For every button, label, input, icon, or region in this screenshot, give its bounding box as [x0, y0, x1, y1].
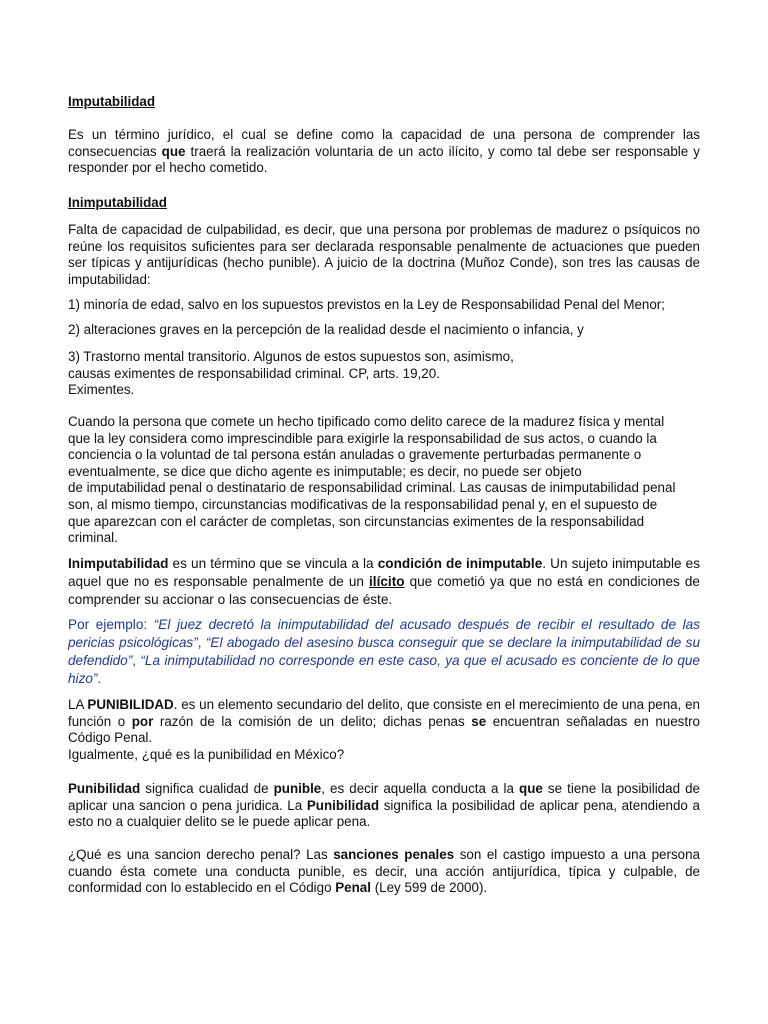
text-run: ,	[132, 653, 141, 668]
text-run: que cometió ya que no está en condiciones de comprender su accionar o las consecuencias de éste.	[68, 574, 700, 607]
text-run: . es un elemento secundario del delito, que consiste en el merecimiento de una pena, en función o	[68, 697, 700, 729]
bold-run: sanciones penales	[333, 847, 455, 862]
bold-run: condición de inimputable	[377, 556, 543, 571]
list-item-3-line: Eximentes.	[68, 382, 135, 398]
paragraph-imputabilidad-definition	[68, 127, 700, 177]
paragraph-line: que la ley considera como imprescindible para exigirle la responsabilidad de sus actos, o cuando la	[68, 430, 657, 446]
paragraph-line: Cuando la persona que comete un hecho tipificado como delito carece de la madurez física y mental	[68, 414, 665, 429]
question-punibilidad-mexico: Igualmente, ¿qué es la punibilidad en México?	[68, 747, 345, 762]
italic-quote: “La inimputabilidad no corresponde en este caso, ya que el acusado es conciente de lo que hizo”	[68, 653, 700, 686]
list-item-3	[68, 349, 700, 399]
text-run: significa cualidad de	[140, 781, 274, 796]
bold-run: Inimputabilidad	[68, 556, 169, 571]
list-item-3-line: causas eximentes de responsabilidad criminal. CP, arts. 19,20.	[68, 365, 440, 381]
text-run: significa la posibilidad de aplicar pena, atendiendo a esto no a cualquier delito se le puede aplicar pena.	[68, 797, 700, 830]
text-run: , es decir aquella conducta a la	[321, 781, 520, 796]
paragraph-sancion-penal	[68, 847, 700, 897]
list-item-2: 2) alteraciones graves en la percepción de la realidad desde el nacimiento o infancia, y	[68, 322, 584, 337]
paragraph-punibilidad-meaning	[68, 781, 700, 831]
text-run: Es un término jurídico, el cual se define como la capacidad de una persona de comprender las consecuencias	[68, 127, 700, 159]
text-run: encuentran señaladas en nuestro Código Penal.	[68, 713, 700, 746]
paragraph-inimputabilidad-definition: Falta de capacidad de culpabilidad, es decir, que una persona por problemas de madurez o psíquicos no reúne los requisitos suficientes para ser declarada responsable penalmente de actuaciones que pueden ser típicas y antijurídicas (hecho punible). A juicio de la doctrina (Muñoz Conde), son tres las causas de imputabilidad:	[68, 222, 700, 287]
text-run: .	[97, 671, 102, 686]
paragraph-line: de imputabilidad penal o destinatario de responsabilidad criminal. Las causas de inimputabilidad penal	[68, 480, 676, 496]
bold-run: PUNIBILIDAD	[87, 697, 174, 712]
paragraph-line: criminal.	[68, 530, 118, 546]
paragraph-punibilidad	[68, 697, 700, 747]
heading-inimputabilidad: Inimputabilidad	[68, 195, 167, 210]
bold-run: Penal	[335, 880, 371, 896]
paragraph-line: conciencia o la voluntad de tal persona están anuladas o gravemente perturbadas permanente o	[68, 447, 642, 463]
bold-run: Punibilidad	[306, 797, 380, 813]
text-run: se tiene la posibilidad de aplicar una sancion o pena juridica. La	[68, 781, 700, 813]
bold-run: por	[131, 713, 154, 729]
text-run: traerá la realización voluntaria de un acto ilícito, y como tal debe ser responsable y responder por el hecho cometido.	[68, 143, 700, 176]
italic-quote: “El abogado del asesino busca conseguir que se declare la inimputabilidad de su defendido”	[68, 635, 701, 668]
text-run: es un término que se vincula a la	[168, 556, 378, 571]
bold-run: se	[471, 713, 487, 729]
paragraph-examples	[68, 616, 700, 688]
paragraph-inimputable-agent	[68, 414, 700, 547]
text-run: ¿Qué es una sancion derecho penal? Las	[68, 847, 334, 862]
bold-run: que	[519, 781, 543, 796]
paragraph-inimputable-subject	[68, 555, 700, 609]
list-item-1: 1) minoría de edad, salvo en los supuestos previstos en la Ley de Responsabilidad Penal del Menor;	[68, 297, 665, 312]
paragraph-line: son, al mismo tiempo, circunstancias modificativas de la responsabilidad penal y, en el supuesto de	[68, 496, 658, 512]
italic-quote: “El juez decretó la inimputabilidad del acusado después de recibir el resultado de las pericias psicológicas”	[68, 617, 700, 650]
heading-imputabilidad: Imputabilidad	[68, 94, 156, 109]
text-run: (Ley 599 de 2000).	[370, 880, 488, 896]
text-run: LA	[68, 697, 88, 712]
text-run: ,	[197, 635, 206, 650]
list-item-3-line: 3) Trastorno mental transitorio. Algunos de estos supuestos son, asimismo,	[68, 349, 514, 364]
text-run: razón de la comisión de un delito; dichas penas	[153, 713, 472, 729]
bold-run: Punibilidad	[68, 781, 141, 796]
text-run: Por ejemplo:	[68, 617, 154, 632]
text-run: son el castigo impuesto a una persona cuando ésta comete una conducta punible, es decir, una acción antijurídica, típica y culpable, de conformidad con lo establecido en el Código	[68, 847, 700, 896]
paragraph-line: que aparezcan con el carácter de completas, son circunstancias eximentes de la responsabilidad	[68, 513, 645, 529]
bold-run: punible	[273, 781, 322, 796]
bold-underlined-run: ilícito	[369, 574, 405, 589]
bold-run: que	[161, 143, 186, 159]
text-run: . Un sujeto inimputable es aquel que no es responsable penalmente de un	[68, 556, 700, 589]
paragraph-line: eventualmente, se dice que dicho agente es inimputable; es decir, no puede ser objeto	[68, 463, 582, 479]
